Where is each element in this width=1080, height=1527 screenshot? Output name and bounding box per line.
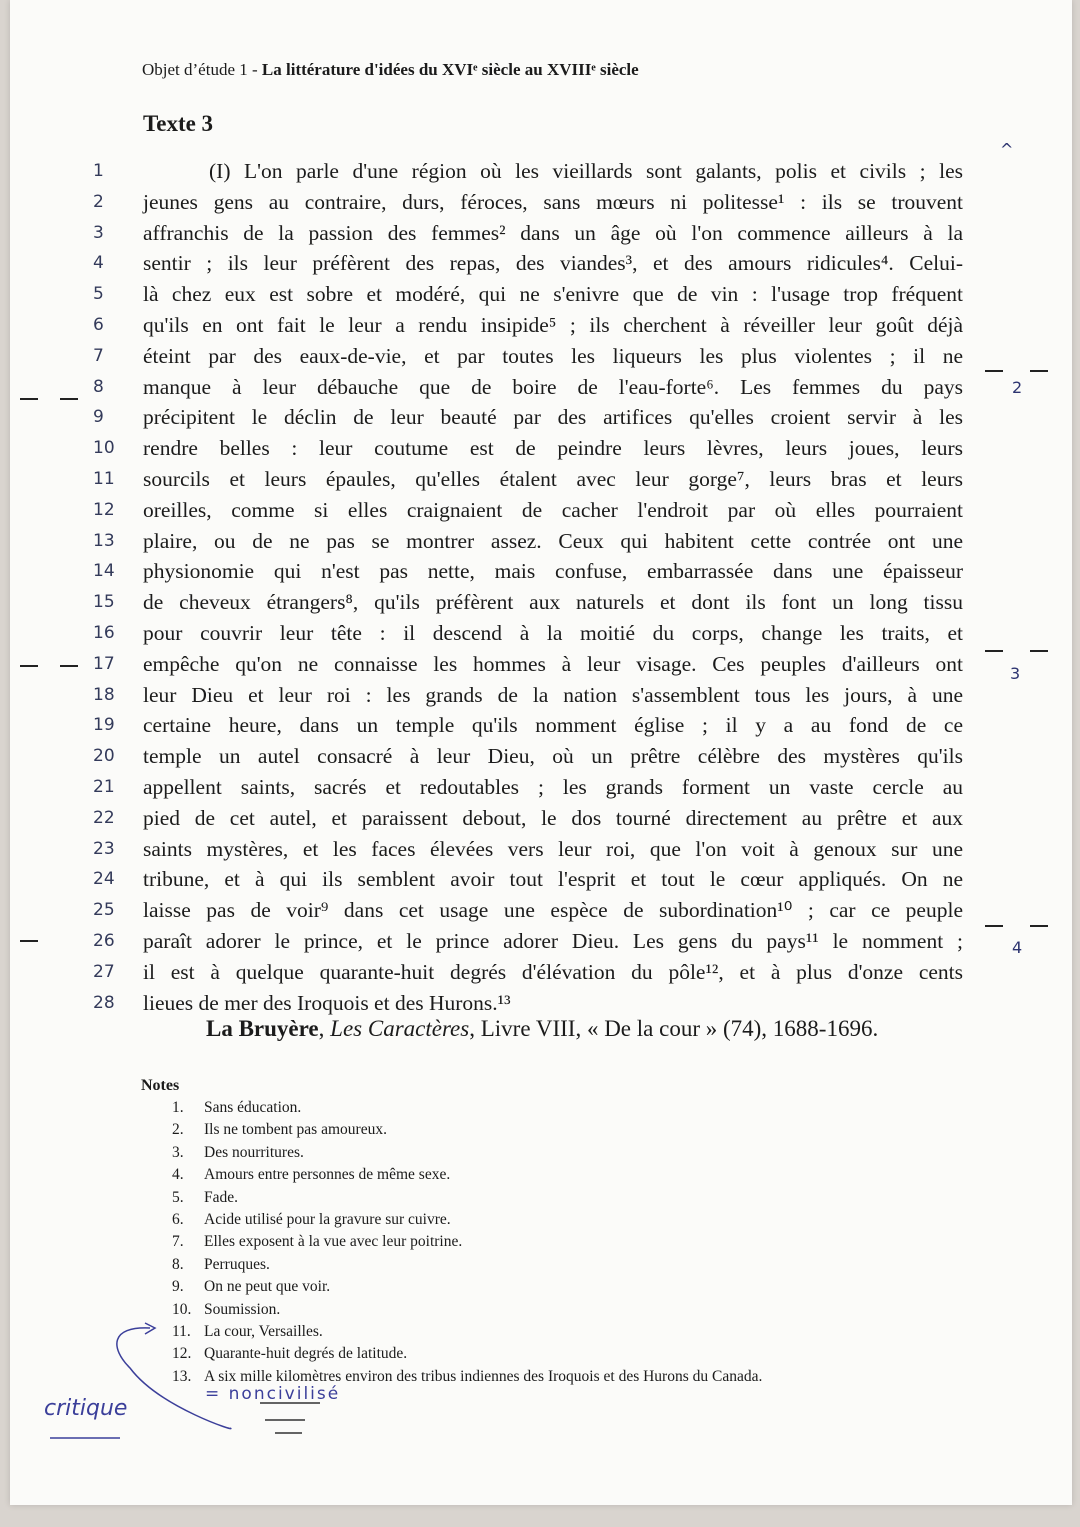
note-text: Perruques.	[204, 1255, 270, 1273]
separator-dash	[1030, 370, 1048, 372]
handwritten-critique: critique	[44, 1396, 128, 1421]
line-text: saints mystères, et les faces élevées vers leur roi, que l'on voit à genoux sur une	[143, 836, 963, 861]
text-line	[93, 957, 963, 988]
line-text: sentir ; ils leur préfèrent des repas, des viandes³, et des amours ridicules⁴. Celui-	[143, 251, 963, 276]
note-number: 11.	[172, 1322, 191, 1340]
line-text: certaine heure, dans un temple qu'ils nomment église ; il y a au fond de ce	[143, 713, 963, 738]
header-subject: La littérature d'idées du XVIᵉ siècle au XVIIIᵉ siècle	[261, 60, 639, 79]
note-item	[172, 1142, 762, 1164]
line-number: 3	[93, 222, 104, 243]
note-number: 10.	[172, 1300, 192, 1318]
note-text: Fade.	[204, 1188, 239, 1206]
line-text: laisse pas de voir⁹ dans cet usage une espèce de subordination¹⁰ ; car ce peuple	[143, 898, 963, 923]
note-number: 5.	[172, 1188, 184, 1206]
part-mark-4: 4	[1012, 938, 1023, 957]
text-line	[93, 218, 963, 249]
note-number: 2.	[172, 1121, 184, 1139]
text-line	[93, 587, 963, 618]
line-number: 12	[93, 499, 115, 520]
notes-heading: Notes	[141, 1077, 180, 1094]
line-text: oreilles, comme si elles craignaient de cacher l'endroit par où elles pourraient	[143, 497, 963, 522]
part-mark-2: 2	[1012, 378, 1023, 397]
text-line	[93, 556, 963, 587]
separator-dash	[20, 940, 38, 942]
text-line	[93, 464, 963, 495]
line-number: 27	[93, 961, 115, 982]
note-number: 6.	[172, 1210, 184, 1228]
note-text: Ils ne tombent pas amoureux.	[204, 1121, 387, 1139]
note-text: Sans éducation.	[204, 1099, 302, 1116]
line-number: 10	[93, 438, 115, 459]
separator-dash	[60, 398, 78, 400]
line-number: 20	[93, 746, 115, 767]
text-line	[93, 926, 963, 957]
line-text: pour couvrir leur tête : il descend à la moitié du corps, change les traits, et	[143, 620, 963, 645]
line-text: empêche qu'on ne connaisse les hommes à leur visage. Ces peuples d'ailleurs ont	[143, 651, 963, 676]
line-number: 9	[93, 407, 104, 428]
note-item	[172, 1276, 762, 1298]
text-line	[93, 710, 963, 741]
text-line	[93, 772, 963, 803]
line-text: là chez eux est sobre et modéré, qui ne s'enivre que de vin : l'usage trop fréquent	[143, 282, 963, 307]
text-line	[93, 279, 963, 310]
line-number: 16	[93, 622, 115, 643]
note-number: 4.	[172, 1166, 184, 1184]
text-line	[93, 803, 963, 834]
text-line	[93, 834, 963, 865]
note-text: La cour, Versailles.	[204, 1322, 323, 1340]
text-line	[93, 988, 963, 1019]
separator-dash	[20, 665, 38, 667]
line-number: 18	[93, 684, 115, 705]
text-line	[93, 741, 963, 772]
note-number: 12.	[172, 1345, 192, 1363]
separator-dash	[985, 370, 1003, 372]
note-item	[172, 1164, 762, 1186]
text-line	[93, 187, 963, 218]
note-number: 13.	[172, 1367, 192, 1385]
note-text: Soumission.	[204, 1300, 281, 1318]
text-line	[93, 864, 963, 895]
line-number: 22	[93, 807, 115, 828]
line-number: 6	[93, 314, 104, 335]
separator-dash	[985, 925, 1003, 927]
text-body	[93, 156, 963, 1018]
citation-details: , Livre VIII, « De la cour » (74), 1688-1696.	[469, 1016, 879, 1041]
document-page	[10, 0, 1072, 1505]
note-item	[172, 1209, 762, 1231]
line-number: 15	[93, 592, 115, 613]
note-text: A six mille kilomètres environ des tribus indiennes des Iroquois et des Hurons du Canada.	[204, 1367, 763, 1385]
line-text: rendre belles : leur coutume est de peindre leurs lèvres, leurs joues, leurs	[143, 436, 963, 461]
note-item	[172, 1119, 762, 1141]
note-item	[172, 1254, 762, 1276]
line-text: appellent saints, sacrés et redoutables ; les grands forment un vaste cercle au	[143, 774, 963, 799]
line-number: 23	[93, 838, 115, 859]
line-text: temple un autel consacré à leur Dieu, où un prêtre célèbre des mystères qu'ils	[143, 744, 963, 769]
line-number: 13	[93, 530, 115, 551]
check-mark: ^	[1000, 140, 1014, 159]
line-text: (I) L'on parle d'une région où les vieillards sont galants, polis et civils ; les	[209, 159, 963, 183]
separator-dash	[1030, 925, 1048, 927]
line-number: 17	[93, 653, 115, 674]
line-text: pied de cet autel, et paraissent debout, le dos tourné directement au prêtre et aux	[143, 805, 963, 830]
line-text: qu'ils en ont fait le leur a rendu insipide⁵ ; ils cherchent à réveiller leur goût déjà	[143, 312, 963, 337]
line-number: 11	[93, 468, 115, 489]
line-number: 7	[93, 345, 104, 366]
header-prefix: Objet d’étude 1 -	[142, 60, 262, 79]
note-number: 3.	[172, 1143, 184, 1161]
text-line	[93, 341, 963, 372]
note-item	[172, 1187, 762, 1209]
text-title: Texte 3	[143, 111, 214, 136]
text-line	[93, 618, 963, 649]
citation: La Bruyère, Les Caractères, Livre VIII, « De la cour » (74), 1688-1696.	[206, 1016, 879, 1041]
text-line	[93, 156, 963, 187]
line-number: 26	[93, 930, 115, 951]
separator-dash	[985, 650, 1003, 652]
separator-dash	[20, 398, 38, 400]
line-text: jeunes gens au contraire, durs, féroces, sans mœurs ni politesse¹ : ils se trouvent	[143, 189, 963, 214]
line-number: 1	[93, 161, 104, 181]
note-text: Elles exposent à la vue avec leur poitrine.	[204, 1233, 463, 1251]
line-number: 19	[93, 715, 115, 736]
note-text: Des nourritures.	[204, 1143, 304, 1161]
line-text: leur Dieu et leur roi : les grands de la nation s'assemblent tous les jours, à une	[143, 682, 963, 707]
line-number: 24	[93, 869, 115, 890]
line-text: physionomie qui n'est pas nette, mais confuse, embarrassée dans une épaisseur	[143, 559, 963, 584]
page-header	[142, 60, 639, 80]
line-text: plaire, ou de ne pas se montrer assez. Ceux qui habitent cette contrée ont une	[143, 528, 963, 553]
line-number: 25	[93, 900, 115, 921]
separator-dash	[60, 665, 78, 667]
line-text: de cheveux étrangers⁸, qu'ils préfèrent aux naturels et dont ils font un long tissu	[143, 590, 963, 615]
line-number: 8	[93, 376, 104, 397]
note-number: 7.	[172, 1233, 184, 1251]
line-text: affranchis de la passion des femmes² dans un âge où l'on commence ailleurs à la	[143, 220, 963, 245]
line-text: lieues de mer des Iroquois et des Hurons.¹³	[143, 990, 511, 1015]
note-item	[172, 1231, 762, 1253]
text-line	[93, 372, 963, 403]
part-mark-3: 3	[1010, 664, 1021, 683]
text-line	[93, 680, 963, 711]
line-text: éteint par des eaux-de-vie, et par toutes les liqueurs les plus violentes ; il ne	[143, 343, 963, 368]
text-line	[93, 248, 963, 279]
line-number: 21	[93, 776, 115, 797]
line-number: 28	[93, 992, 115, 1013]
citation-author: La Bruyère	[206, 1016, 319, 1041]
note-item	[172, 1097, 762, 1119]
note-number: 1.	[172, 1099, 184, 1116]
line-text: tribune, et à qui ils semblent avoir tout l'esprit et tout le cœur appliqués. On ne	[143, 867, 963, 892]
text-line	[93, 495, 963, 526]
line-number: 5	[93, 284, 104, 305]
citation-book: Les Caractères	[330, 1016, 470, 1041]
line-text: manque à leur débauche que de boire de l'eau-forte⁶. Les femmes du pays	[143, 374, 963, 399]
text-line	[93, 310, 963, 341]
note-number: 9.	[172, 1278, 184, 1296]
text-line	[93, 895, 963, 926]
note-number: 8.	[172, 1255, 184, 1273]
line-number: 4	[93, 253, 104, 274]
note-text: Amours entre personnes de même sexe.	[204, 1166, 451, 1184]
note-text: On ne peut que voir.	[204, 1278, 331, 1296]
note-text: Quarante-huit degrés de latitude.	[204, 1345, 408, 1363]
line-number: 2	[93, 191, 104, 212]
separator-dash	[1030, 650, 1048, 652]
arrow-annotation	[40, 1318, 340, 1448]
line-number: 14	[93, 561, 115, 582]
text-line	[93, 433, 963, 464]
text-line	[93, 649, 963, 680]
text-line	[93, 526, 963, 557]
handwritten-noncivilise: = noncivilisé	[205, 1384, 341, 1404]
line-text: il est à quelque quarante-huit degrés d'élévation du pôle¹², et à plus d'onze cents	[143, 959, 963, 984]
text-line	[93, 402, 963, 433]
line-text: sourcils et leurs épaules, qu'elles étalent avec leur gorge⁷, leurs bras et leurs	[143, 466, 963, 491]
line-text: paraît adorer le prince, et le prince adorer Dieu. Les gens du pays¹¹ le nomment ;	[143, 928, 963, 953]
note-text: Acide utilisé pour la gravure sur cuivre.	[204, 1210, 451, 1228]
line-text: précipitent le déclin de leur beauté par des artifices qu'elles croient servir à les	[143, 405, 963, 430]
